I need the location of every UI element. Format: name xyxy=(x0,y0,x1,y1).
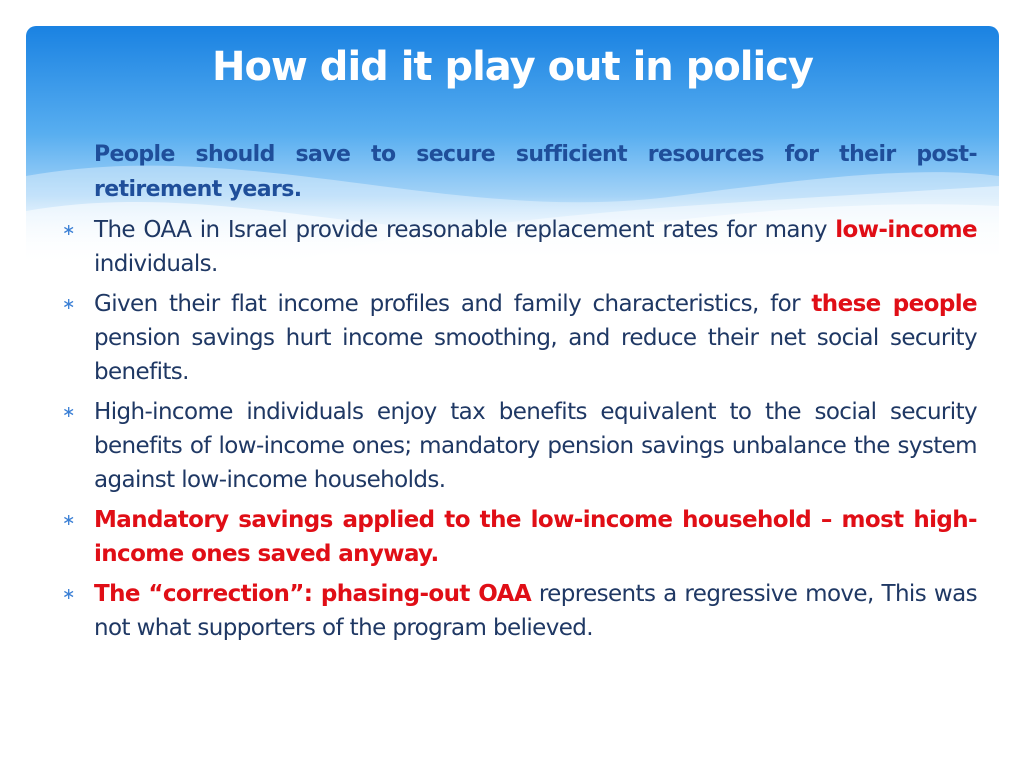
highlight-text: The “correction”: phasing-out OAA xyxy=(94,581,532,607)
bullet-item xyxy=(62,395,977,497)
bullet-text: pension savings hurt income smoothing, and reduce their net social security benefits. xyxy=(94,325,977,385)
highlight-text: Mandatory savings applied to the low-income household – most high-income ones saved anyway. xyxy=(94,507,977,567)
asterisk-bullet-icon: ∗ xyxy=(62,294,75,313)
bullet-text: Given their flat income profiles and family characteristics, for xyxy=(94,291,812,317)
highlight-text: low-income xyxy=(835,217,977,243)
intro-item xyxy=(62,137,977,207)
bullet-item xyxy=(62,503,977,571)
asterisk-bullet-icon: ∗ xyxy=(62,510,75,529)
bullet-list xyxy=(62,137,977,651)
bullet-item xyxy=(62,213,977,281)
slide-title: How did it play out in policy xyxy=(211,44,814,90)
asterisk-bullet-icon: ∗ xyxy=(62,220,75,239)
bullet-text: represents a regressive move, This was not what supporters of the program believed. xyxy=(94,581,977,641)
bullet-item xyxy=(62,577,977,645)
intro-text: People should save to secure sufficient resources for their post-retirement years. xyxy=(94,142,977,202)
bullet-text: The OAA in Israel provide reasonable replacement rates for many xyxy=(94,217,836,243)
bullet-item xyxy=(62,287,977,389)
asterisk-bullet-icon: ∗ xyxy=(62,402,75,421)
bullet-text: High-income individuals enjoy tax benefits equivalent to the social security benefits of low-income ones; mandatory pension savings unbalance the system against low-income households. xyxy=(94,399,977,493)
asterisk-bullet-icon: ∗ xyxy=(62,584,75,603)
bullet-text: individuals. xyxy=(94,251,218,277)
highlight-text: these people xyxy=(811,291,977,317)
